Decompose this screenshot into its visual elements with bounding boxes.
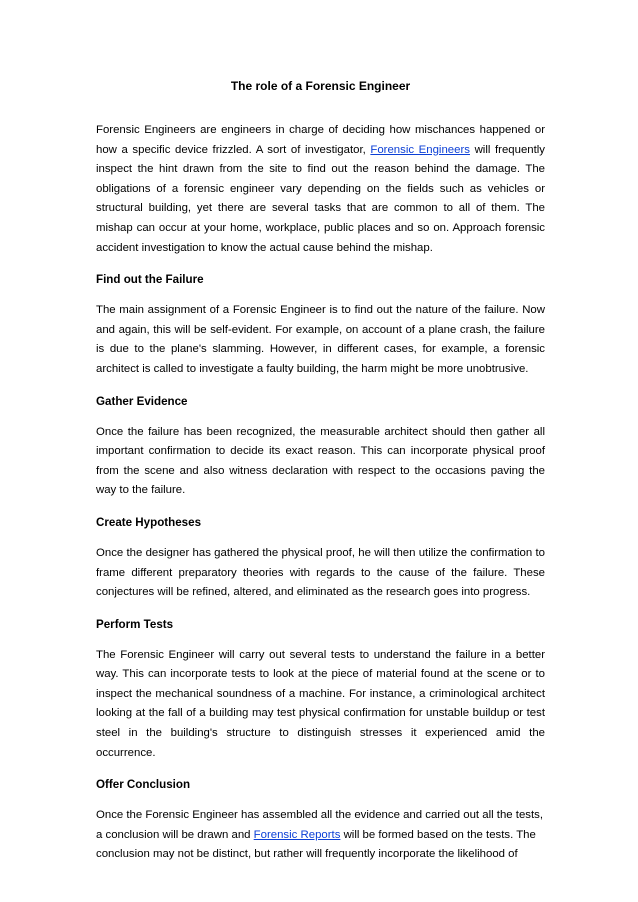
section-heading-find-failure: Find out the Failure bbox=[96, 273, 204, 287]
section-heading-offer-conclusion: Offer Conclusion bbox=[96, 778, 191, 792]
section-text-gather-evidence: Once the failure has been recognized, the measurable architect should then gather all important confirmation to decide its exact reason. This can incorporate physical proof from the scene and also witness declaration with respect to the occasions paving the way to the failure. bbox=[96, 425, 545, 497]
conclusion-text-before-link: Once the Forensic Engineer has assembled all the evidence and carried out all the tests, a conclusion will be drawn and bbox=[96, 809, 544, 841]
section-text-find-failure: The main assignment of a Forensic Engineer is to find out the nature of the failure. Now and again, this will be self-evident. For example, on account of a plane crash, the failure is due to the plane's slamming. However, in different cases, for example, a forensic architect is called to investigate a faulty building, the harm might be more unobtrusive. bbox=[96, 304, 545, 375]
intro-text-after-link: will frequently inspect the hint drawn from the site to find out the reason behind the damage. The obligations of a forensic engineer vary depending on the fields such as vehicles or structural building, yet there are several tasks that are common to all of them. The mishap can occur at your home, workplace, public places and so on. Approach forensic accident investigation to know the actual cause behind the mishap. bbox=[96, 143, 546, 254]
intro-paragraph bbox=[96, 121, 545, 258]
section-heading-create-hypotheses: Create Hypotheses bbox=[96, 515, 202, 529]
document-title: The role of a Forensic Engineer bbox=[230, 79, 411, 93]
section-text-perform-tests: The Forensic Engineer will carry out several tests to understand the failure in a better way. This can incorporate tests to look at the piece of material found at the scene or to inspect the mechanical soundness of a machine. For instance, a criminological architect looking at the fall of a building may test physical confirmation for unstable buildup or test steel in the building's structure to distinguish stresses it experienced amid the occurrence. bbox=[96, 648, 545, 759]
section-heading-gather-evidence: Gather Evidence bbox=[96, 394, 188, 408]
conclusion-paragraph bbox=[96, 806, 545, 865]
forensic-engineers-link[interactable]: Forensic Engineers bbox=[370, 143, 470, 156]
section-text-create-hypotheses: Once the designer has gathered the physical proof, he will then utilize the confirmation to frame different preparatory theories with regards to the cause of the failure. These conjectures will be refined, altered, and eliminated as the research goes into progress. bbox=[96, 546, 545, 599]
forensic-reports-link[interactable]: Forensic Reports bbox=[253, 828, 341, 841]
document-page bbox=[96, 78, 545, 878]
conclusion-text-after-link: will be formed based on the tests. The conclusion may not be distinct, but rather will frequently incorporate the likelihood of bbox=[96, 828, 536, 861]
section-heading-perform-tests: Perform Tests bbox=[96, 617, 174, 631]
intro-text-before-link: Forensic Engineers are engineers in charge of deciding how mischances happened or how a specific device frizzled. A sort of investigator, bbox=[96, 124, 545, 156]
